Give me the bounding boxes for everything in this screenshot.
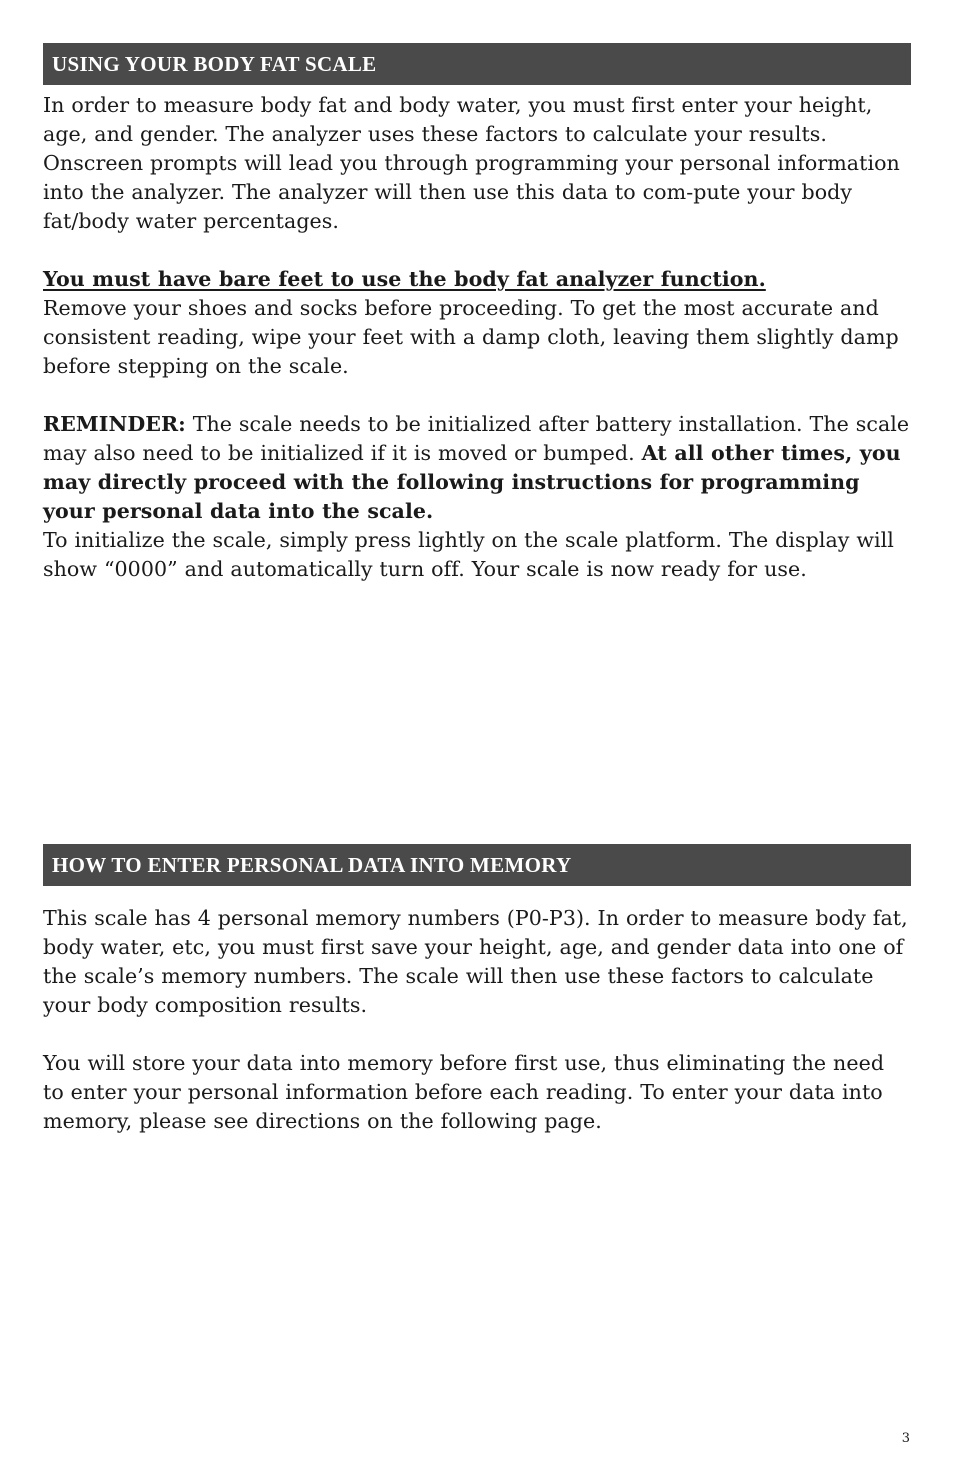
spacer: [43, 381, 911, 410]
initialize-paragraph: To initialize the scale, simply press lightly on the scale platform. The display will show “0000” and automatically turn off. Your scale is now ready for use.: [43, 528, 894, 581]
intro-paragraph: In order to measure body fat and body water, you must first enter your height, age, and gender. The analyzer uses these factors to calculate your results. Onscreen prompts will lead you through programming your personal information into the analyzer. The analyzer will then use this data to com-pute your body fat/body water percentages.: [43, 93, 900, 233]
blank-area: [43, 584, 911, 844]
page: [43, 43, 911, 1136]
memory-paragraph: This scale has 4 personal memory numbers (P0-P3). In order to measure body fat, body water, etc, you must first save your height, age, and gender data into one of the scale’s memory numbers. The scale will then use these factors to calculate your body composition results.: [43, 906, 908, 1017]
section-header-body-fat-scale: USING YOUR BODY FAT SCALE: [43, 43, 911, 85]
reminder-paragraph: [43, 410, 911, 526]
page-number: 3: [901, 1431, 910, 1446]
section-header-personal-data: HOW TO ENTER PERSONAL DATA INTO MEMORY: [43, 844, 911, 886]
bare-feet-paragraph: [43, 265, 911, 381]
bare-feet-body: Remove your shoes and socks before proceeding. To get the most accurate and consistent reading, wipe your feet with a damp cloth, leaving them slightly damp before stepping on the scale.: [43, 296, 899, 378]
store-data-paragraph: You will store your data into memory before first use, thus eliminating the need to enter your personal information before each reading. To enter your data into memory, please see directions on the following page.: [43, 1051, 885, 1133]
reminder-label: REMINDER:: [43, 412, 186, 436]
reminder-body: The scale needs to be initialized after battery installation. The scale may also need to be initialized if it is moved or bumped.: [43, 412, 910, 465]
reminder-bold: At all other times, you may directly proceed with the following instructions for programming your personal data into the scale.: [43, 441, 901, 523]
spacer: [43, 1020, 911, 1049]
spacer: [43, 236, 911, 265]
bare-feet-title: You must have bare feet to use the body fat analyzer function.: [43, 267, 766, 291]
